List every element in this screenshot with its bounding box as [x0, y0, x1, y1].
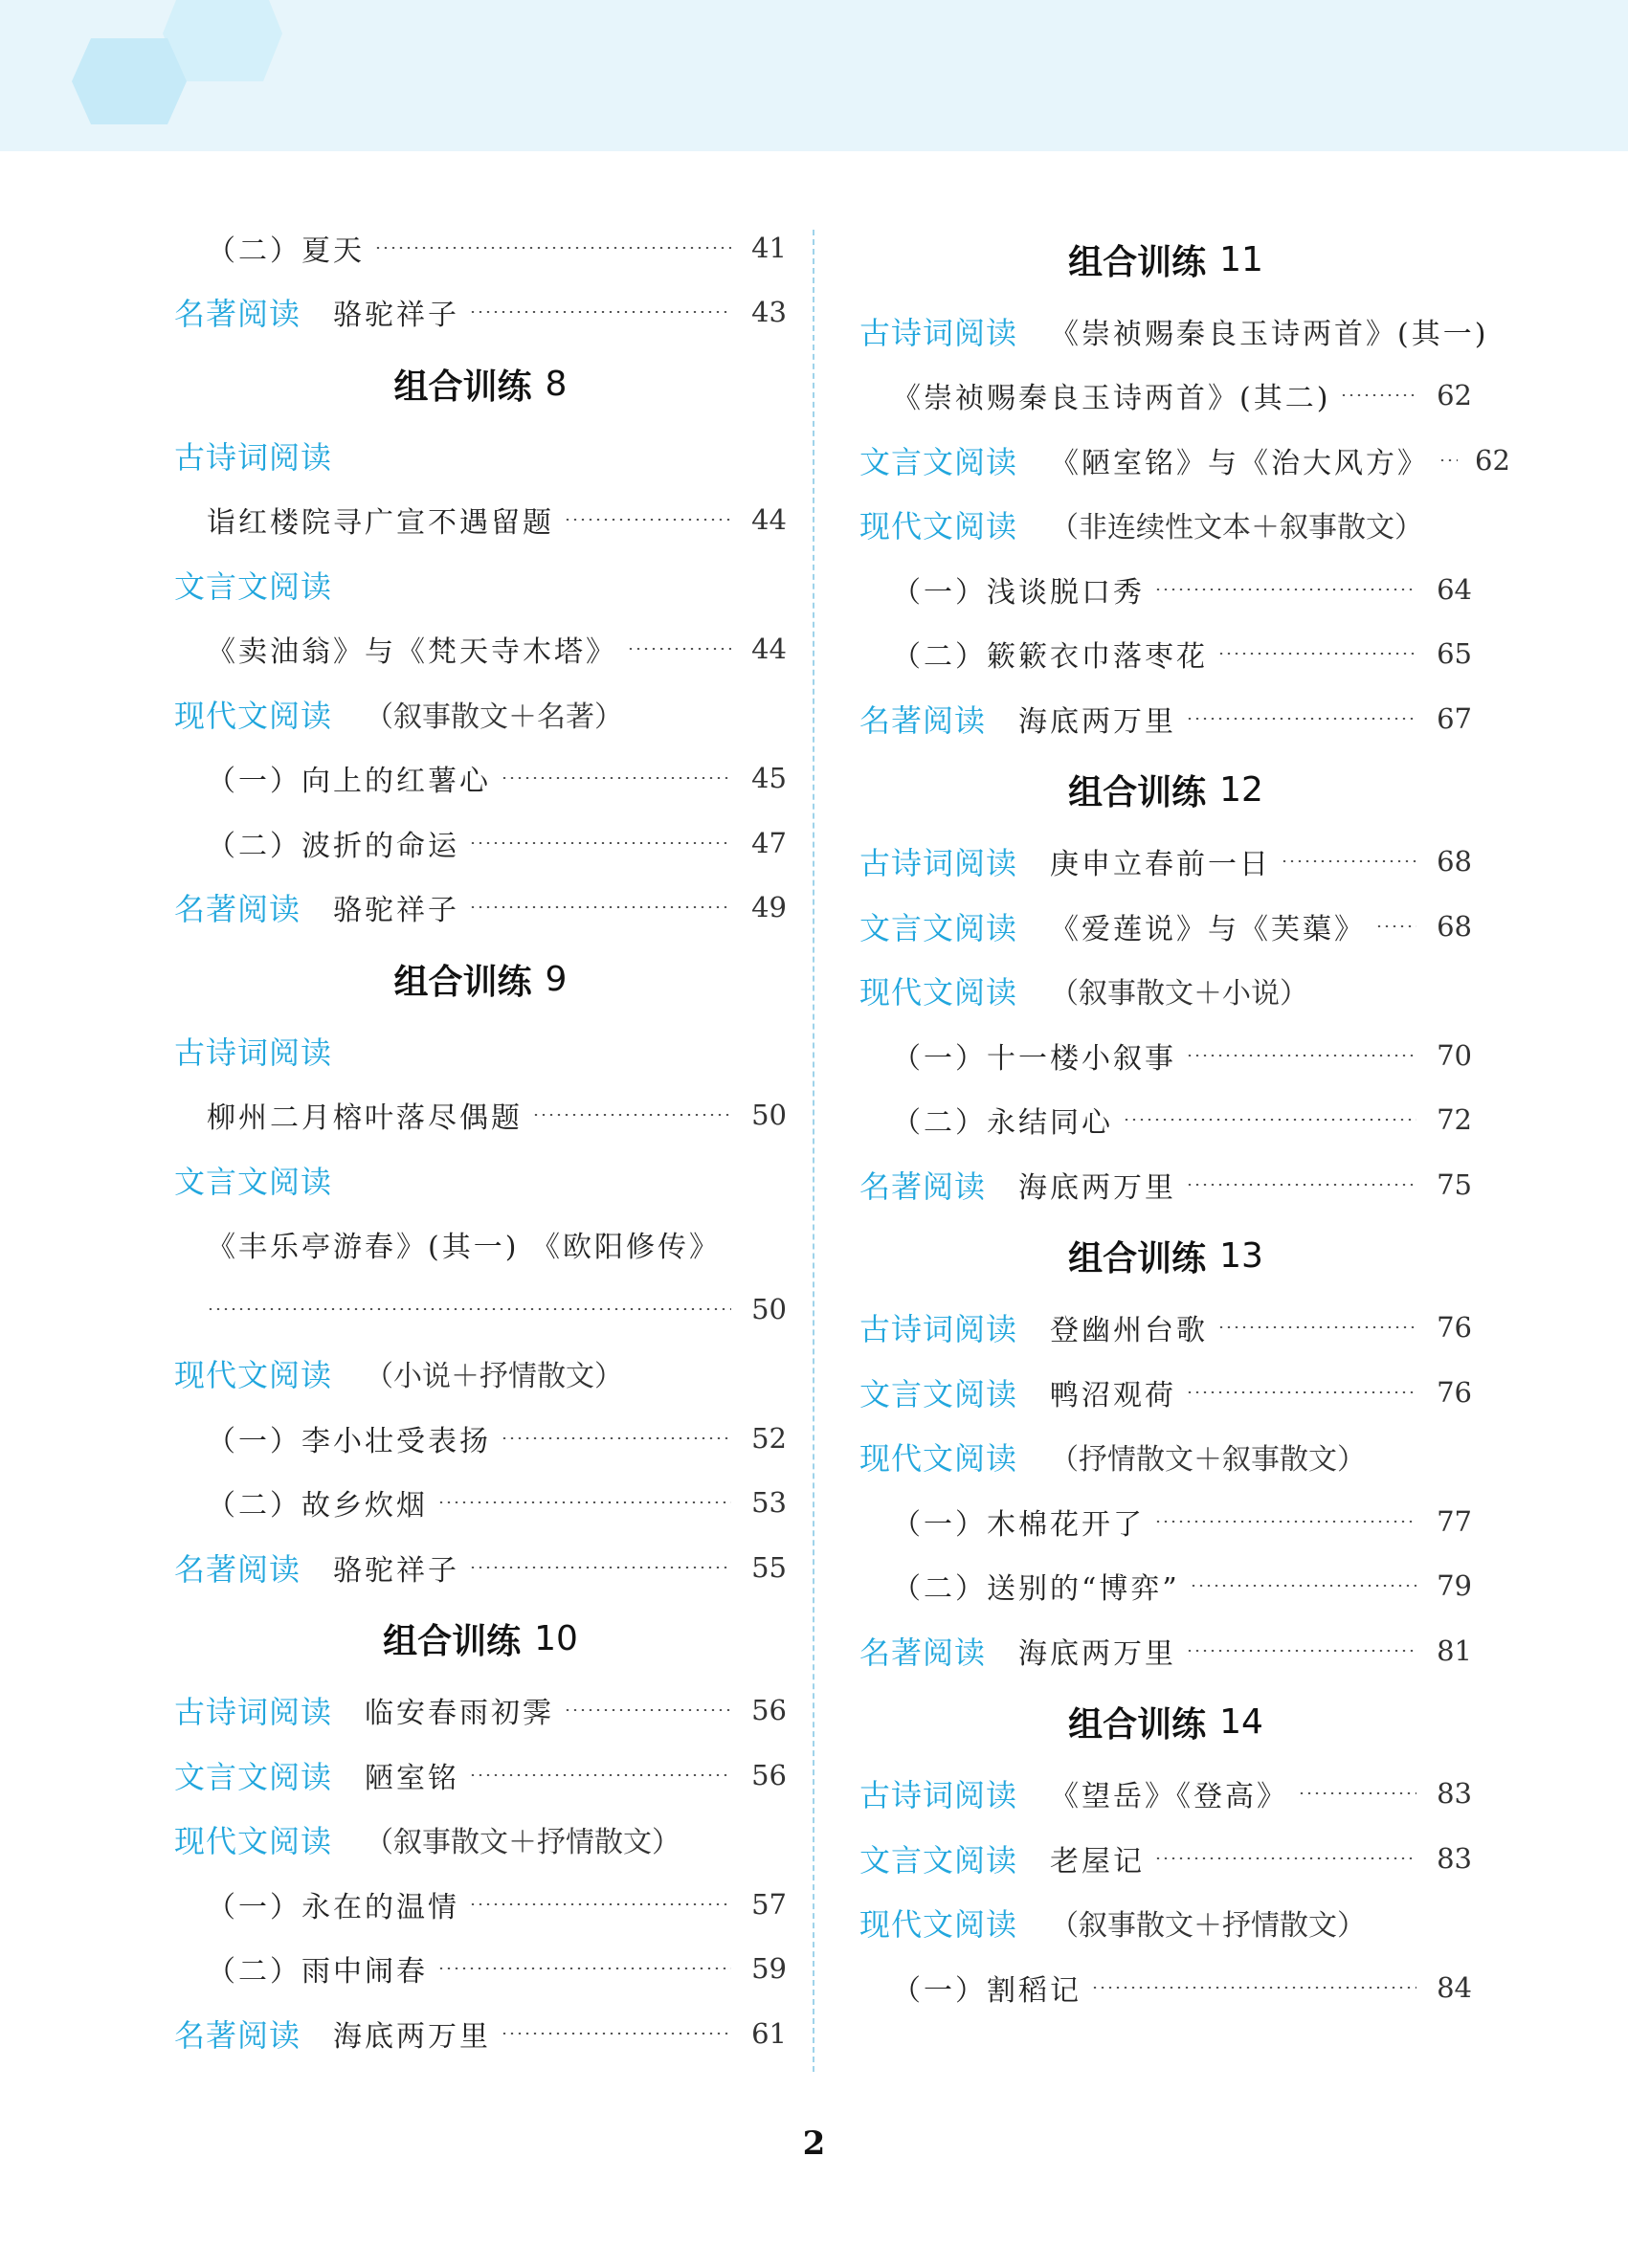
toc-entry[interactable] — [859, 1152, 1472, 1217]
section-heading — [174, 1342, 787, 1407]
entry-title: 临安春雨初霁 — [365, 1697, 555, 1731]
entry-title: （二）雨中闹春 — [207, 1955, 428, 1990]
section-label: 古诗词阅读 — [859, 1311, 1018, 1348]
group-heading: 组合训练 8 — [393, 364, 568, 407]
toc-entry[interactable] — [174, 1471, 787, 1536]
toc-entry[interactable] — [174, 1406, 787, 1471]
entry-title: 陋室铭 — [365, 1761, 460, 1795]
dot-leader — [1375, 925, 1416, 927]
section-label: 古诗词阅读 — [859, 314, 1018, 351]
entry-title: 诣红楼院寻广宣不遇留题 — [207, 506, 554, 541]
section-label: 现代文阅读 — [859, 974, 1018, 1012]
page-number: 41 — [751, 231, 787, 264]
section-label: 文言文阅读 — [174, 567, 333, 605]
toc-entry[interactable] — [174, 1743, 787, 1808]
page-number: 56 — [751, 1758, 787, 1791]
entry-title: （一）割稻记 — [892, 1973, 1082, 2008]
section-heading — [859, 959, 1472, 1024]
page-number: 67 — [1437, 701, 1472, 735]
page-number: 61 — [751, 2016, 787, 2050]
section-label: 古诗词阅读 — [859, 845, 1018, 882]
section-label: 文言文阅读 — [174, 1163, 333, 1200]
dot-leader — [469, 842, 731, 844]
entry-title: 海底两万里 — [1018, 1636, 1177, 1671]
entry-title: 老屋记 — [1050, 1844, 1146, 1879]
dot-leader — [564, 1709, 731, 1711]
page-number: 44 — [751, 503, 787, 537]
dot-leader — [437, 1968, 731, 1969]
section-heading — [859, 493, 1472, 558]
dot-leader — [469, 1774, 731, 1776]
dot-leader — [1217, 653, 1416, 655]
dot-leader — [1281, 860, 1416, 862]
page-number: 47 — [751, 826, 787, 859]
entry-title: 海底两万里 — [1018, 704, 1177, 739]
page-number: 76 — [1437, 1375, 1472, 1409]
dot-leader — [207, 1308, 731, 1310]
dot-leader — [1186, 1055, 1416, 1056]
page-number: 64 — [1437, 572, 1472, 606]
dot-leader — [501, 777, 731, 779]
section-label: 古诗词阅读 — [174, 1034, 333, 1071]
toc-entry[interactable] — [859, 1762, 1472, 1827]
group-heading: 组合训练 12 — [1068, 770, 1263, 812]
dot-leader — [1186, 718, 1416, 720]
page-number: 83 — [1437, 1841, 1472, 1875]
page-number: 72 — [1437, 1103, 1472, 1137]
page-number: 50 — [751, 1099, 787, 1132]
page-number: 75 — [1437, 1167, 1472, 1201]
section-note: （叙事散文＋名著） — [365, 700, 624, 734]
section-label: 名著阅读 — [859, 1167, 987, 1205]
page-number: 79 — [1437, 1569, 1472, 1603]
page-number: 45 — [751, 762, 787, 795]
entry-title: （二）送别的“博弈” — [892, 1572, 1180, 1607]
entry-title: （二）夏天 — [207, 233, 365, 268]
entry-title: 海底两万里 — [333, 2019, 492, 2054]
page-number: 84 — [1437, 1970, 1472, 2004]
dot-leader — [1186, 1650, 1416, 1652]
page-number-footer: 2 — [802, 2124, 826, 2163]
toc-entry[interactable] — [859, 1360, 1472, 1425]
entry-title: 《崇祯赐秦良玉诗两首》(其二) — [892, 382, 1331, 416]
dot-leader — [1298, 1792, 1416, 1794]
dot-leader — [469, 311, 731, 313]
entry-title: （一）向上的红薯心 — [207, 765, 491, 799]
toc-right-column — [859, 220, 1510, 2020]
page-number: 62 — [1475, 443, 1510, 477]
dot-leader — [1340, 394, 1416, 396]
toc-entry[interactable] — [859, 428, 1510, 493]
entry-title: （二）永结同心 — [892, 1106, 1113, 1141]
entry-title: （一）浅谈脱口秀 — [892, 575, 1145, 610]
entry-title: 《丰乐亭游春》(其一) 《欧阳修传》 — [207, 1231, 721, 1265]
section-label: 文言文阅读 — [859, 443, 1018, 480]
section-heading — [174, 423, 787, 488]
page-number: 52 — [751, 1421, 787, 1455]
entry-title: 《卖油翁》与《梵天寺木塔》 — [207, 635, 617, 670]
toc-entry[interactable] — [859, 622, 1472, 687]
dot-leader — [564, 519, 731, 521]
section-heading — [859, 1891, 1472, 1956]
entry-title: 骆驼祥子 — [333, 1553, 460, 1588]
page-number: 77 — [1437, 1504, 1472, 1538]
toc-entry[interactable] — [174, 1872, 787, 1937]
page-number: 76 — [1437, 1311, 1472, 1345]
toc-entry[interactable] — [174, 811, 787, 876]
dot-leader — [1186, 1184, 1416, 1186]
section-heading — [859, 1425, 1472, 1490]
toc-entry[interactable] — [174, 1212, 787, 1278]
toc-left-column — [174, 215, 787, 2066]
page-number: 57 — [751, 1887, 787, 1921]
entry-title: 鸭沼观荷 — [1050, 1378, 1177, 1412]
toc-entry[interactable] — [174, 1937, 787, 2002]
entry-title: （一）李小壮受表扬 — [207, 1424, 491, 1458]
entry-title: 《爱莲说》与《芙蕖》 — [1050, 912, 1367, 946]
section-label: 名著阅读 — [174, 891, 301, 928]
dot-leader — [469, 1903, 731, 1905]
entry-title: 骆驼祥子 — [333, 299, 460, 333]
dot-leader — [374, 247, 731, 249]
entry-title: （二）波折的命运 — [207, 829, 459, 863]
page-number: 43 — [751, 296, 787, 329]
toc-entry[interactable] — [859, 1088, 1472, 1153]
section-label: 文言文阅读 — [859, 1375, 1018, 1412]
group-heading: 组合训练 10 — [383, 1619, 578, 1661]
entry-title: 《望岳》《登高》 — [1050, 1780, 1289, 1814]
page-number: 62 — [1437, 379, 1472, 412]
dot-leader — [501, 2033, 731, 2035]
section-label: 名著阅读 — [174, 296, 301, 333]
toc-entry[interactable] — [859, 894, 1472, 959]
entry-title: （二）故乡炊烟 — [207, 1489, 428, 1523]
page-number: 70 — [1437, 1038, 1472, 1072]
page-number: 68 — [1437, 909, 1472, 943]
page-number: 68 — [1437, 845, 1472, 878]
hexagon-decoration — [38, 0, 258, 144]
toc-entry[interactable] — [859, 299, 1489, 364]
dot-leader — [437, 1501, 731, 1503]
dot-leader — [532, 1114, 731, 1116]
page-number: 44 — [751, 633, 787, 666]
toc-entry[interactable] — [859, 1554, 1472, 1619]
entry-title: （一）木棉花开了 — [892, 1507, 1145, 1542]
toc-entry[interactable] — [859, 1618, 1472, 1683]
section-label: 名著阅读 — [859, 701, 987, 739]
page-number: 53 — [751, 1486, 787, 1520]
toc-entry[interactable] — [859, 686, 1472, 751]
page-number: 65 — [1437, 637, 1472, 671]
toc-entry[interactable] — [859, 1826, 1472, 1891]
dot-leader — [501, 1437, 731, 1439]
toc-entry-continued[interactable] — [174, 1277, 787, 1342]
section-label: 文言文阅读 — [859, 909, 1018, 946]
section-label: 文言文阅读 — [859, 1841, 1018, 1879]
dot-leader — [1186, 1391, 1416, 1393]
toc-entry[interactable] — [859, 557, 1472, 622]
group-heading: 组合训练 11 — [1068, 239, 1263, 282]
dot-leader — [1154, 1857, 1416, 1859]
section-heading — [174, 1808, 787, 1873]
entry-title: 骆驼祥子 — [333, 894, 460, 928]
section-heading — [174, 1147, 787, 1212]
section-note: （小说＋抒情散文） — [365, 1360, 624, 1394]
toc-entry[interactable] — [174, 488, 787, 553]
page-number: 56 — [751, 1694, 787, 1727]
toc-entry[interactable] — [174, 1535, 787, 1600]
section-note: （非连续性文本＋叙事散文） — [1050, 511, 1424, 545]
page-number: 59 — [751, 1952, 787, 1986]
dot-leader — [469, 1567, 731, 1568]
toc-entry[interactable] — [174, 617, 787, 682]
entry-title: （一）十一楼小叙事 — [892, 1041, 1176, 1076]
entry-title: 庚申立春前一日 — [1050, 848, 1272, 882]
section-label: 名著阅读 — [174, 2016, 301, 2054]
section-label: 现代文阅读 — [174, 1357, 333, 1394]
toc-entry-continued[interactable] — [859, 364, 1472, 429]
page-number: 49 — [751, 891, 787, 924]
toc-entry[interactable] — [174, 215, 787, 280]
section-label: 现代文阅读 — [859, 508, 1018, 545]
section-note: （叙事散文＋抒情散文） — [1050, 1909, 1367, 1944]
dot-leader — [1123, 1119, 1416, 1121]
toc-entry[interactable] — [859, 830, 1472, 895]
section-label: 名著阅读 — [859, 1634, 987, 1671]
section-label: 现代文阅读 — [174, 697, 333, 734]
toc-entry[interactable] — [174, 1679, 787, 1744]
toc-entry[interactable] — [859, 1023, 1472, 1088]
entry-title: 柳州二月榕叶落尽偶题 — [207, 1101, 523, 1136]
group-heading: 组合训练 13 — [1068, 1236, 1263, 1279]
entry-title: 海底两万里 — [1018, 1170, 1177, 1205]
group-heading: 组合训练 14 — [1068, 1702, 1263, 1745]
section-heading — [174, 552, 787, 617]
section-label: 现代文阅读 — [859, 1440, 1018, 1478]
section-label: 现代文阅读 — [174, 1823, 333, 1860]
entry-title: （二）簌簌衣巾落枣花 — [892, 640, 1208, 675]
dot-leader — [469, 906, 731, 908]
section-label: 名著阅读 — [174, 1550, 301, 1588]
toc-entry[interactable] — [859, 1489, 1472, 1554]
dot-leader — [1091, 1987, 1416, 1989]
section-label: 古诗词阅读 — [174, 438, 333, 476]
toc-entry[interactable] — [859, 1955, 1472, 2020]
dot-leader — [627, 648, 731, 650]
section-label: 古诗词阅读 — [174, 1694, 333, 1731]
page-number: 83 — [1437, 1777, 1472, 1811]
toc-entry[interactable] — [174, 280, 787, 345]
entry-title: 登幽州台歌 — [1050, 1314, 1209, 1348]
section-label: 古诗词阅读 — [859, 1777, 1018, 1814]
page-number: 50 — [751, 1292, 787, 1325]
dot-leader — [1154, 589, 1416, 590]
section-label: 文言文阅读 — [174, 1758, 333, 1795]
section-heading — [174, 681, 787, 746]
header-band — [0, 0, 1628, 151]
dot-leader — [1217, 1326, 1416, 1328]
page-number: 55 — [751, 1550, 787, 1584]
toc-entry[interactable] — [859, 1296, 1472, 1361]
toc-entry[interactable] — [174, 876, 787, 941]
toc-entry[interactable] — [174, 2001, 787, 2066]
dot-leader — [1154, 1521, 1416, 1523]
entry-title: （一）永在的温情 — [207, 1890, 459, 1924]
section-label: 现代文阅读 — [859, 1906, 1018, 1944]
dot-leader — [1190, 1585, 1416, 1587]
section-note: （叙事散文＋小说） — [1050, 977, 1309, 1012]
section-heading — [174, 1018, 787, 1083]
toc-entry[interactable] — [174, 1083, 787, 1148]
toc-entry[interactable] — [174, 746, 787, 812]
group-heading: 组合训练 9 — [393, 959, 568, 1002]
section-note: （抒情散文＋叙事散文） — [1050, 1443, 1367, 1478]
entry-title: 《陋室铭》与《治大风方》 — [1050, 446, 1430, 480]
column-divider — [813, 230, 814, 2072]
dot-leader — [1438, 459, 1458, 461]
entry-title: 《崇祯赐秦良玉诗两首》(其一) — [1050, 317, 1489, 351]
page-number: 81 — [1437, 1634, 1472, 1667]
section-note: （叙事散文＋抒情散文） — [365, 1826, 681, 1860]
